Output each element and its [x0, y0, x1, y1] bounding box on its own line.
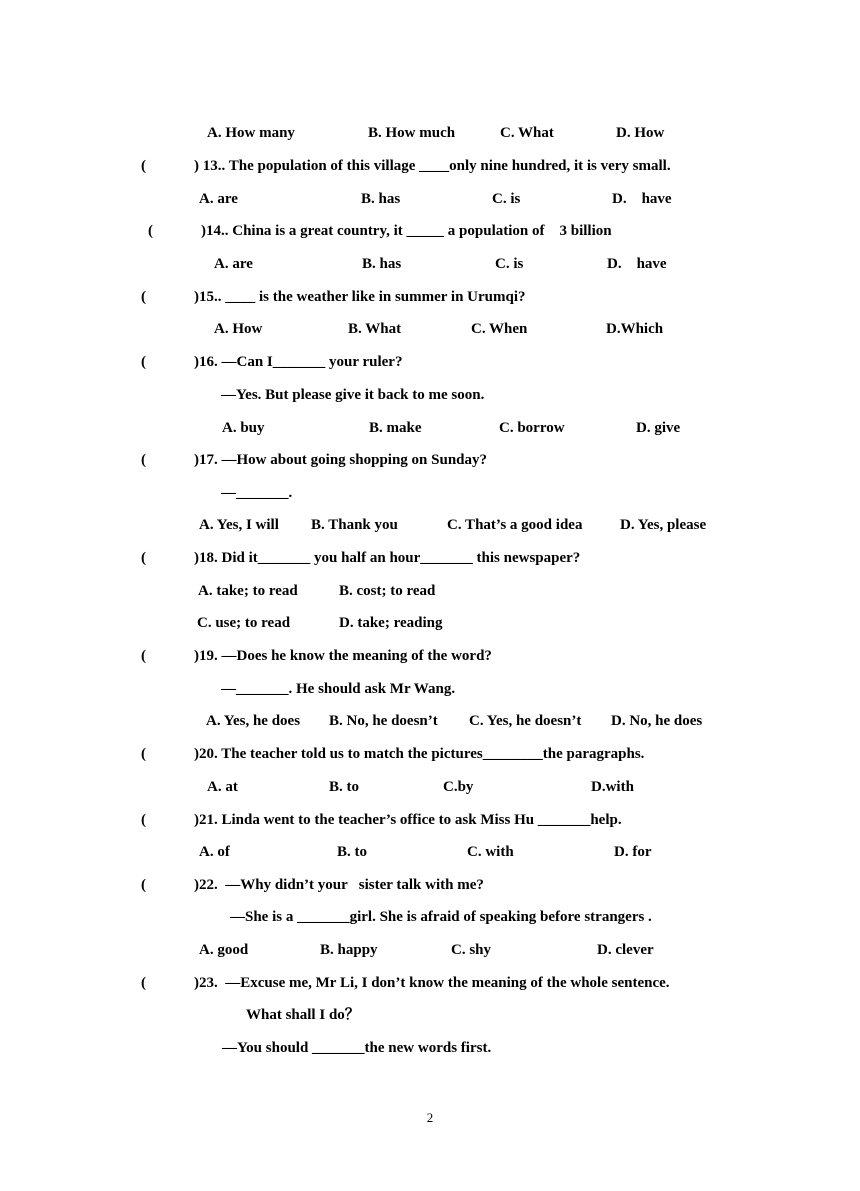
answer-paren: (: [141, 877, 146, 893]
option-text: A. of: [199, 844, 230, 860]
option-text: A. How: [214, 321, 263, 337]
dialogue-text: What shall I do？: [246, 1007, 360, 1023]
answer-paren: (: [141, 452, 146, 468]
option-text: D. Yes, please: [620, 517, 707, 533]
page-number: 2: [426, 1110, 434, 1125]
option-text: C. use; to read: [197, 615, 291, 631]
option-text: B. happy: [320, 942, 378, 958]
dialogue-text: —She is a _______girl. She is afraid of speaking before strangers .: [230, 909, 652, 925]
answer-paren: (: [141, 289, 146, 305]
answer-paren: (: [141, 158, 146, 174]
option-text: A. How many: [207, 125, 295, 141]
option-text: B. to: [329, 779, 359, 795]
option-text: A. Yes, he does: [206, 713, 301, 729]
option-text: D. How: [616, 125, 665, 141]
option-text: C. That’s a good idea: [447, 517, 583, 533]
option-text: B. make: [369, 420, 422, 436]
option-text: D. take; reading: [339, 615, 443, 631]
question-text: ) 13.. The population of this village ____only nine hundred, it is very small.: [194, 158, 671, 174]
question-text: )14.. China is a great country, it _____ a population of 3 billion: [201, 223, 612, 239]
option-text: A. buy: [222, 420, 265, 436]
option-text: C. is: [492, 191, 521, 207]
option-text: D. for: [614, 844, 652, 860]
option-text: D.Which: [606, 321, 664, 337]
option-text: B. cost; to read: [339, 583, 436, 599]
answer-paren: (: [141, 746, 146, 762]
option-text: D. give: [636, 420, 681, 436]
option-text: C.by: [443, 779, 474, 795]
option-text: A. Yes, I will: [199, 517, 279, 533]
option-text: A. at: [207, 779, 238, 795]
option-text: A. good: [199, 942, 249, 958]
option-text: C. is: [495, 256, 524, 272]
question-text: )18. Did it_______ you half an hour_______ this newspaper?: [194, 550, 581, 566]
answer-paren: (: [148, 223, 153, 239]
option-text: C. with: [467, 844, 514, 860]
option-text: B. to: [337, 844, 367, 860]
answer-paren: (: [141, 812, 146, 828]
option-text: C. Yes, he doesn’t: [469, 713, 582, 729]
question-text: )15.. ____ is the weather like in summer in Urumqi?: [194, 289, 526, 305]
option-text: D. clever: [597, 942, 654, 958]
dialogue-text: —_______. He should ask Mr Wang.: [221, 681, 456, 697]
option-text: A. take; to read: [198, 583, 298, 599]
option-text: B. No, he doesn’t: [329, 713, 438, 729]
question-text: )19. —Does he know the meaning of the word?: [194, 648, 492, 664]
answer-paren: (: [141, 648, 146, 664]
question-text: )17. —How about going shopping on Sunday?: [194, 452, 488, 468]
dialogue-text: —Yes. But please give it back to me soon.: [221, 387, 485, 403]
answer-paren: (: [141, 550, 146, 566]
option-text: B. How much: [368, 125, 456, 141]
dialogue-text: —You should _______the new words first.: [222, 1040, 492, 1056]
option-text: B. has: [361, 191, 401, 207]
option-text: D. have: [612, 191, 672, 207]
option-text: B. What: [348, 321, 402, 337]
question-text: )22. —Why didn’t your sister talk with me?: [194, 877, 484, 893]
question-text: )20. The teacher told us to match the pictures________the paragraphs.: [194, 746, 645, 762]
option-text: C. What: [500, 125, 554, 141]
dialogue-text: —_______.: [221, 485, 293, 501]
option-text: A. are: [214, 256, 253, 272]
option-text: A. are: [199, 191, 238, 207]
answer-paren: (: [141, 975, 146, 991]
option-text: D. have: [607, 256, 667, 272]
option-text: C. shy: [451, 942, 492, 958]
option-text: B. has: [362, 256, 402, 272]
option-text: D.with: [591, 779, 634, 795]
answer-paren: (: [141, 354, 146, 370]
option-text: D. No, he does: [611, 713, 703, 729]
option-text: C. borrow: [499, 420, 565, 436]
question-text: )23. —Excuse me, Mr Li, I don’t know the meaning of the whole sentence.: [194, 975, 670, 991]
option-text: B. Thank you: [311, 517, 398, 533]
question-text: )16. —Can I_______ your ruler?: [194, 354, 403, 370]
option-text: C. When: [471, 321, 528, 337]
question-text: )21. Linda went to the teacher’s office to ask Miss Hu _______help.: [194, 812, 622, 828]
